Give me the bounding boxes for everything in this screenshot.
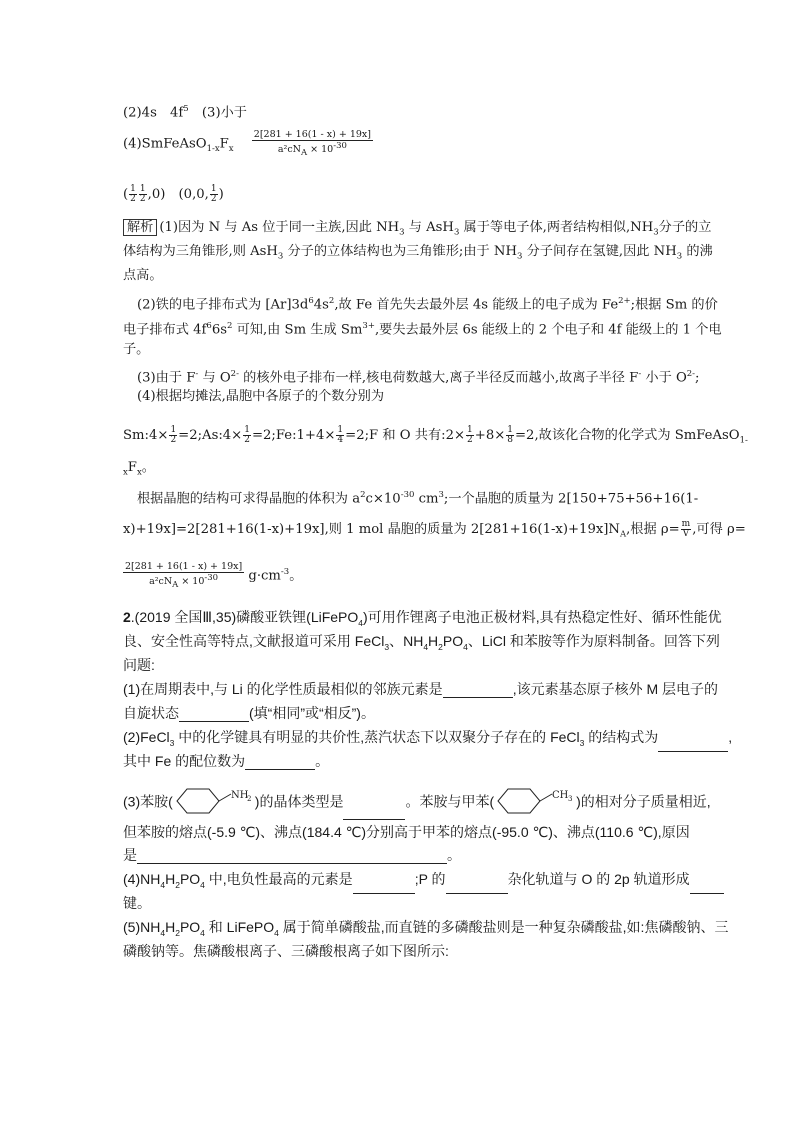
- analysis-para-2b: 电子排布式 $4f^66s^2$ 可知,由 Sm 生成 $Sm^{3+}$,要失去最外层 6s 能级上的 2 个电子和 4f 能级上的 1 个电: [123, 321, 722, 338]
- question-2-part-5: $(5)NH_4H_2PO_4$ 和 LiFePO$_4$ 属于简单磷酸盐,而直链的多磷酸盐则是一种复杂磷酸盐,如:焦磷酸钠、三: [123, 919, 729, 938]
- analysis-para-1c: 点高。: [123, 268, 163, 283]
- svg-text:3: 3: [568, 795, 573, 803]
- analysis-volume: 根据晶胞的结构可求得晶胞的体积为 $a^2c\times 10^{-30}$ $cm^3$;一个晶胞的质量为 2[150+75+56+16(1-: [137, 490, 699, 507]
- question-2-part-4b: 键。: [123, 895, 151, 911]
- toluene-structure-icon: [494, 786, 576, 820]
- question-2-part-3b: 但苯胺的熔点(-5.9 ℃)、沸点(184.4 ℃)分别高于甲苯的熔点(-95.0 ℃)、沸点(110.6 ℃),原因: [123, 824, 690, 840]
- question-2-line-1: 2.(2019 全国Ⅲ,35)磷酸亚铁锂(LiFePO$_4$)可用作锂离子电池正极材料,具有热稳定性好、循环性能优: [123, 609, 722, 628]
- answer-line-2-3: (2)4s $4f^5$ (3)小于: [123, 104, 247, 121]
- answer-blank[interactable]: [658, 737, 728, 752]
- answer-blank[interactable]: [446, 879, 508, 894]
- question-2-part-5b: 磷酸钠等。焦磷酸根离子、三磷酸根离子如下图所示:: [123, 943, 449, 959]
- analysis-density: $\frac{2[281 + 16(1 - x) + 19x]}{a^2cN_A \times 10^{-30}}$ $g\cdot cm^{-3}$。: [125, 561, 303, 591]
- analysis-para-1: 解析 (1)因为 N 与 As 位于同一主族,因此 $NH_3$ 与 AsH$_3$ 属于等电子体,两者结构相似$,NH_3$分子的立: [123, 219, 711, 242]
- analysis-para-3: (3)由于 F- 与 $O^{2-}$ 的核外电子排布一样,核电荷数越大,离子半径反而越小,故离子半径 F- 小于 $O^{2-}$;: [137, 369, 700, 386]
- density-fraction-2: $\frac{2[281 + 16(1 - x) + 19x]}{a^2cN_A \times 10^{-30}}$: [125, 561, 243, 591]
- analysis-formula-cont: $_xF_x$。: [123, 460, 155, 478]
- question-2-part-4: $(4)NH_4H_2PO_4$ 中,电负性最高的元素是 ;P 的 杂化轨道与 O 的 2p 轨道形成: [123, 870, 724, 894]
- aniline-structure-icon: [173, 786, 255, 820]
- question-2-part-2: (2)FeCl$_3$ 中的化学键具有明显的共价性,蒸汽状态下以双聚分子存在的 FeCl$_3$ 的结构式为 ,: [123, 728, 732, 752]
- question-2-part-3: (3)苯胺( NH 2 )的晶体类型是 。苯胺与甲苯( CH 3 )的相对分子质量相近,: [123, 786, 711, 820]
- question-2-part-2b: 其中 Fe 的配位数为 。: [123, 753, 330, 769]
- analysis-para-2: (2)铁的电子排布式为 $[Ar]3d^64s^2$,故 Fe 首先失去最外层 4s 能级上的电子成为 $Fe^{2+}$;根据 Sm 的价: [137, 296, 718, 313]
- density-fraction: $\frac{2[281 + 16(1 - x) + 19x]}{a^2cN_A \times 10^{-30}}$: [253, 129, 371, 159]
- answer-coordinates: ( $\frac{1}{2}$ $\frac{1}{2}$ ,0) (0,0, $\frac{1}{2}$ ): [123, 184, 224, 204]
- svg-text:NH: NH: [230, 790, 249, 801]
- question-2-line-2: 良、安全性高等特点,文献报道可采用 FeCl$_3$、$NH_4H_2PO_4$、LiCl 和苯胺等作为原料制备。回答下列: [123, 633, 720, 652]
- analysis-tag: 解析: [123, 219, 157, 236]
- svg-text:2: 2: [246, 795, 252, 803]
- answer-blank[interactable]: [343, 805, 405, 820]
- answer-blank[interactable]: [353, 879, 415, 894]
- question-2-part-1: (1)在周期表中,与 Li 的化学性质最相似的邻族元素是 ,该元素基态原子核外 M 层电子的: [123, 681, 719, 697]
- analysis-mass: x)+19x]=2[281+16(1-x)+19x],则 1 mol 晶胞的质量为 $2[281+16(1-x)+19x]N_A$,根据 ρ= $\frac{m}{V}$ ,可得 ρ=: [123, 519, 746, 540]
- answer-blank[interactable]: [443, 683, 513, 698]
- answer-line-4: $(4)SmFeAsO_{1-x}F_x$ $\frac{2[281 + 16(1 - x) + 19x]}{a^2cN_A \times 10^{-30}}$: [123, 129, 371, 159]
- question-2-line-3: 问题:: [123, 657, 155, 673]
- answer-blank[interactable]: [179, 707, 249, 722]
- analysis-para-4: (4)根据均摊法,晶胞中各原子的个数分别为: [137, 389, 385, 404]
- svg-text:CH: CH: [552, 790, 569, 801]
- answer-blank[interactable]: [245, 755, 315, 770]
- answer-blank[interactable]: [137, 849, 447, 864]
- question-2-part-3c: 是 。: [123, 847, 461, 863]
- answer-blank[interactable]: [690, 879, 724, 894]
- analysis-para-2c: 子。: [123, 342, 150, 357]
- question-2-part-1b: 自旋状态 (填“相同”或“相反”)。: [123, 705, 375, 721]
- analysis-para-1b: 体结构为三角锥形,则 AsH$_3$ 分子的立体结构也为三角锥形;由于 $NH_3$ 分子间存在氢键,因此 $NH_3$ 的沸: [123, 244, 713, 262]
- analysis-atom-count: Sm:4× $\frac{1}{2}$ =2;As:4× $\frac{1}{2}$ =2;Fe:1+4× $\frac{1}{4}$ =2;F 和 O 共有:2× $\frac{1}{2}$ +8× $\frac{1}{8}$ =2,故该化合物的化学式为 SmFeAsO$_{1-}$: [123, 425, 748, 446]
